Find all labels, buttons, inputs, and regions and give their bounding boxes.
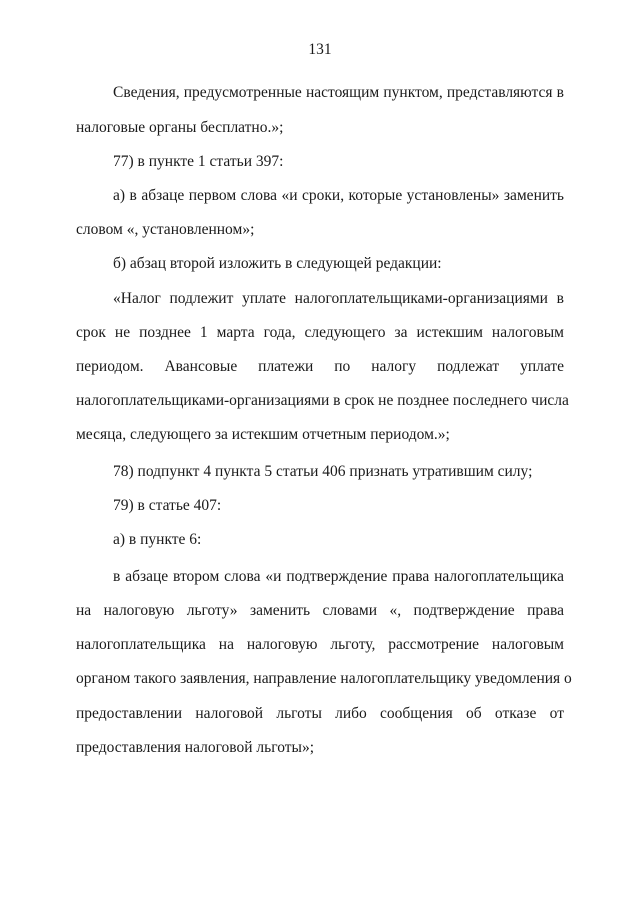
text-line: налогоплательщиками-организациями в срок не позднее последнего числа xyxy=(76,392,569,409)
text-line: 77) в пункте 1 статьи 397: xyxy=(113,153,284,170)
text-line: месяца, следующего за истекшим отчетным периодом.»; xyxy=(76,426,450,443)
text-line: предоставления налоговой льготы»; xyxy=(76,739,315,756)
text-line: б) абзац второй изложить в следующей редакции: xyxy=(113,255,442,272)
text-line: 78) подпункт 4 пункта 5 статьи 406 признать утратившим силу; xyxy=(113,463,533,480)
text-line: словом «, установленном»; xyxy=(76,221,255,238)
text-line: предоставлении налоговой льготы либо сообщения об отказе от xyxy=(76,705,564,722)
text-line: периодом. Авансовые платежи по налогу подлежат уплате xyxy=(76,358,564,375)
text-line: 79) в статье 407: xyxy=(113,497,222,514)
text-line: «Налог подлежит уплате налогоплательщиками-организациями в xyxy=(113,290,564,307)
text-line: срок не позднее 1 марта года, следующего за истекшим налоговым xyxy=(76,324,564,341)
text-line: налоговые органы бесплатно.»; xyxy=(76,119,284,136)
text-line: в абзаце втором слова «и подтверждение права налогоплательщика xyxy=(113,568,564,585)
text-line: налогоплательщика на налоговую льготу, рассмотрение налоговым xyxy=(76,636,564,653)
text-line: а) в пункте 6: xyxy=(113,531,202,548)
text-line: на налоговую льготу» заменить словами «, подтверждение права xyxy=(76,602,564,619)
text-line: Сведения, предусмотренные настоящим пунктом, представляются в xyxy=(113,84,564,101)
text-line: а) в абзаце первом слова «и сроки, которые установлены» заменить xyxy=(113,187,564,204)
page-number: 131 xyxy=(308,41,332,58)
text-line: органом такого заявления, направление налогоплательщику уведомления о xyxy=(76,670,572,687)
